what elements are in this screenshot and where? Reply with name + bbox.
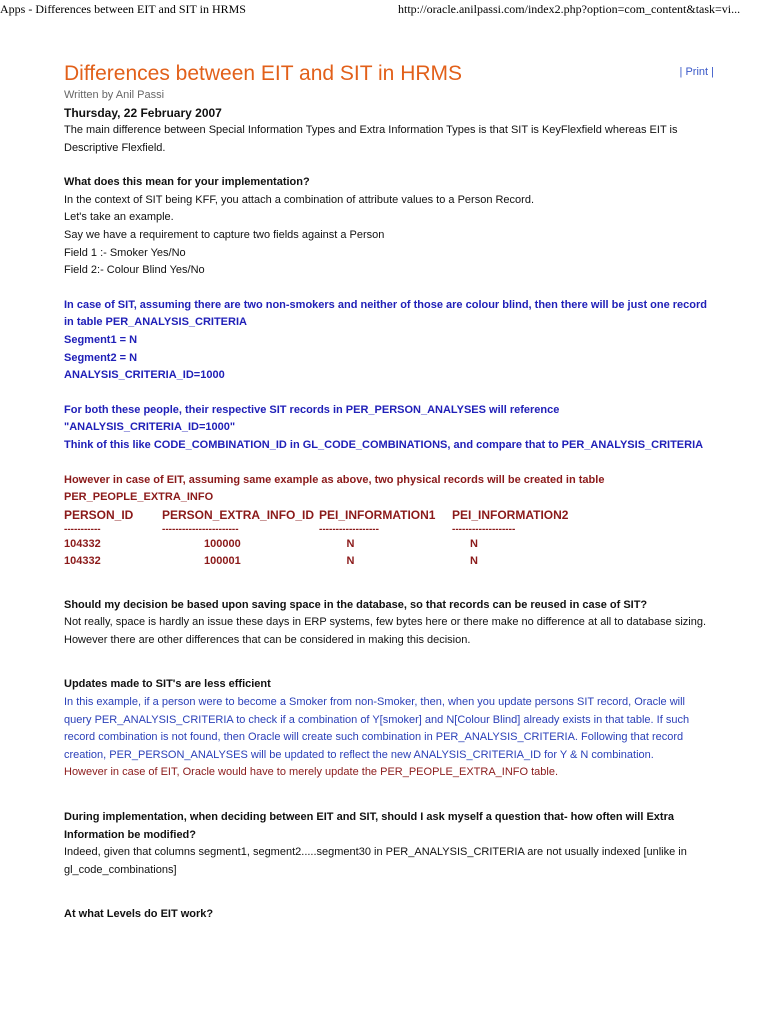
separator: -----------	[64, 523, 101, 535]
cell-pei-information1: N	[346, 537, 355, 550]
page-url: http://oracle.anilpassi.com/index2.php?option=com_content&task=vi...	[398, 2, 741, 16]
question-saving-space: Should my decision be based upon saving space in the database, so that records can be reused in case of SIT?	[64, 598, 648, 611]
sit-line: ANALYSIS_CRITERIA_ID=1000	[64, 369, 225, 382]
question-eit-levels: At what Levels do EIT work?	[64, 908, 214, 921]
column-header: PERSON_ID	[64, 507, 134, 522]
section2-line: Not really, space is hardly an issue these days in ERP systems, few bytes here or there make no difference at all to database sizing.	[64, 616, 706, 629]
section1-line: Let's take an example.	[64, 211, 174, 224]
article-author: Written by Anil Passi	[64, 89, 165, 101]
sit-update-explanation: In this example, if a person were to become a Smoker from non-Smoker, then, when you update persons SIT record, Oracle will query PER_ANALYSIS_CRITERIA to check if a combination of Y[smoker] and N[Colour Blind] already exists in that table. If such record combination is not found, then Oracle will create such combination in PER_ANALYSIS_CRITERIA. Following that record creation, PER_PERSON_ANALYSES will be updated to reflect the new ANALYSIS_CRITERIA_ID for Y & N combination.	[64, 696, 690, 761]
eit-update-explanation: However in case of EIT, Oracle would have to merely update the PER_PEOPLE_EXTRA_INFO table.	[64, 766, 559, 779]
question-updates-efficiency: Updates made to SIT's are less efficient	[64, 678, 271, 691]
article	[64, 60, 714, 924]
page-title-header: Apps - Differences between EIT and SIT in HRMS	[0, 2, 246, 16]
article-date: Thursday, 22 February 2007	[64, 106, 222, 120]
sit-line: Segment2 = N	[64, 351, 138, 364]
column-header: PEI_INFORMATION1	[319, 507, 436, 522]
section4-text: Indeed, given that columns segment1, segment2.....segment30 in PER_ANALYSIS_CRITERIA are not usually indexed [unlike in gl_code_combinations]	[64, 846, 687, 876]
cell-pei-information2: N	[470, 554, 478, 567]
sit-reference-line: Think of this like CODE_COMBINATION_ID in GL_CODE_COMBINATIONS, and compare that to PER_ANALYSIS_CRITERIA	[64, 438, 704, 451]
cell-person-id: 104332	[64, 554, 101, 567]
column-header: PERSON_EXTRA_INFO_ID	[162, 507, 315, 522]
table-header-row	[64, 507, 612, 524]
section1-line: Say we have a requirement to capture two fields against a Person	[64, 228, 385, 241]
cell-pei-information1: N	[346, 554, 355, 567]
cell-extra-info-id: 100000	[204, 537, 241, 550]
question-modification-frequency: During implementation, when deciding between EIT and SIT, should I ask myself a question that- how often will Extra Information be modified?	[64, 811, 674, 841]
column-header: PEI_INFORMATION2	[452, 507, 569, 522]
sit-line: Segment1 = N	[64, 333, 138, 346]
table-row	[64, 536, 612, 553]
question-implementation: What does this mean for your implementation?	[64, 176, 310, 189]
eit-records-table	[64, 507, 612, 570]
section2-line: However there are other differences that can be considered in making this decision.	[64, 633, 471, 646]
section1-line: In the context of SIT being KFF, you attach a combination of attribute values to a Person Record.	[64, 193, 535, 206]
cell-extra-info-id: 100001	[204, 554, 241, 567]
table-separator-row	[64, 524, 612, 536]
intro-paragraph: The main difference between Special Information Types and Extra Information Types is that SIT is KeyFlexfield whereas EIT is Descriptive Flexfield.	[64, 124, 678, 154]
eit-intro: However in case of EIT, assuming same example as above, two physical records will be created in table PER_PEOPLE_EXTRA_INFO	[64, 473, 605, 504]
article-title: Differences between EIT and SIT in HRMS	[64, 62, 463, 85]
section1-line: Field 1 :- Smoker Yes/No	[64, 246, 186, 259]
table-row	[64, 553, 612, 570]
separator: ------------------	[319, 523, 379, 535]
browser-header	[0, 0, 768, 18]
cell-person-id: 104332	[64, 537, 101, 550]
sit-line: In case of SIT, assuming there are two non-smokers and neither of those are colour blind, then there will be just one record in table PER_ANALYSIS_CRITERIA	[64, 298, 708, 329]
separator: -----------------------	[162, 523, 239, 535]
print-link[interactable]: | Print |	[679, 66, 714, 78]
sit-reference-line: For both these people, their respective SIT records in PER_PERSON_ANALYSES will reference "ANALYSIS_CRITERIA_ID=1000"	[64, 403, 560, 434]
separator: -------------------	[452, 523, 516, 535]
cell-pei-information2: N	[470, 537, 478, 550]
section1-line: Field 2:- Colour Blind Yes/No	[64, 264, 205, 277]
